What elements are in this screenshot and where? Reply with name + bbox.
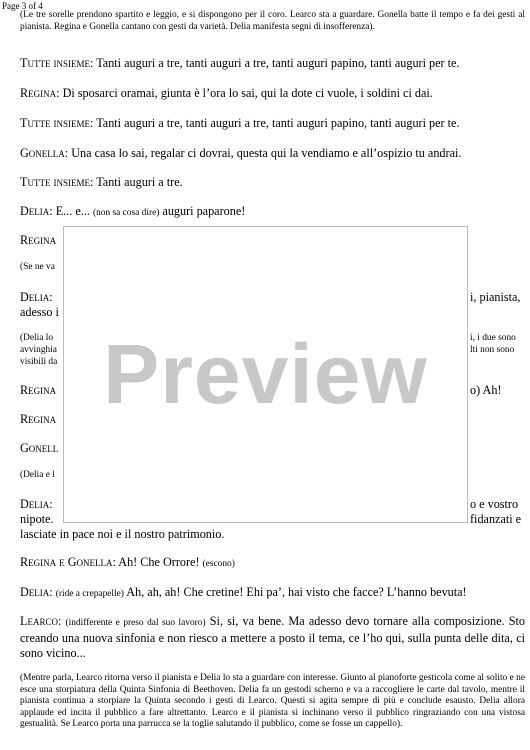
- speaker: Gonella:: [20, 146, 69, 160]
- dialogue-line: Tutte insieme: Tanti auguri a tre, tanti auguri a tre, tanti auguri papino, tanti auguri per te.: [20, 56, 460, 70]
- text-fragment: adesso i: [20, 305, 59, 319]
- speaker-fragment: Delia:: [20, 290, 53, 304]
- dialogue-line: Regina: Di sposarci oramai, giunta è l’ora lo sai, qui la dote ci vuole, i soldini ci dai.: [20, 86, 433, 100]
- stage-fragment: (Delia e l: [20, 470, 55, 480]
- speaker: Regina e Gonella:: [20, 555, 116, 569]
- speaker-fragment: Regina: [20, 383, 57, 397]
- text-fragment: i, pianista,: [470, 290, 521, 304]
- stage-fragment: i, i due sono: [470, 333, 516, 343]
- stage-fragment: visibili da: [20, 357, 58, 367]
- speaker: Delia:: [20, 585, 53, 599]
- dialogue-line: Gonella: Una casa lo sai, regalar ci dovrai, questa qui la vendiamo e all’ospizio tu andrai.: [20, 146, 462, 160]
- stage-fragment: lti non sono: [470, 345, 515, 355]
- speaker: Learco:: [20, 614, 62, 628]
- speaker: Tutte insieme:: [20, 116, 94, 130]
- dialogue-line: Tutte insieme: Tanti auguri a tre, tanti auguri a tre, tanti auguri papino, tanti auguri per te.: [20, 116, 460, 130]
- speaker-fragment: Regina: [20, 412, 57, 426]
- page-number: Page 3 of 4: [2, 1, 43, 11]
- speaker: Tutte insieme:: [20, 56, 94, 70]
- speaker: Tutte insieme:: [20, 175, 94, 189]
- text-fragment: lasciate in pace noi e il nostro patrimonio.: [20, 527, 225, 541]
- stage-fragment: (Se ne va: [20, 262, 55, 272]
- stage-direction-final: (Mentre parla, Learco ritorna verso il pianista e Delia lo sta a guardare con interesse. Giunto al pianoforte gesticola come al solito e ne esce una storpiatura della Quinta Sinfonia di Beethoven. Delia fa un gestodi scherno e va a raccogliere le carte dal tavolo, mentre il pianista continua a storpiare la Quinta secondo i gesti di Learco. Questi si agita sempre di più e conclude esausto. Delia allora applaude ed incita il pubblico a fare altrettanto. Learco e il pianista si inchinano verso il pubblico ringraziando con una vistosa gestualità. Se Learco porta una parrucca se la toglie salutando il pubblico, come se fosse un cappello).: [20, 673, 525, 729]
- text-fragment: o e vostro: [470, 497, 519, 511]
- preview-watermark: [63, 226, 468, 523]
- stage-note: (ride a crepapelle): [55, 589, 124, 599]
- stage-fragment: (Delia lo: [20, 333, 54, 343]
- dialogue-line-delia: Delia: E... e... (non sa cosa dire) auguri paparone!: [20, 204, 246, 218]
- speaker: Regina:: [20, 86, 60, 100]
- dialogue-line-learco: Learco: (indifferente e preso dal suo lavoro) Si, si, va bene. Ma adesso devo tornare alla composizione. Sto creando una nuova sinfonia e non riesco a mettere a posto il tema, ce l’ho qui, sulla punta delle dita, ci sono vicino...: [20, 614, 526, 660]
- speaker-fragment: Regina: [20, 233, 57, 247]
- stage-direction-intro: (Le tre sorelle prendono spartito e leggio, e si dispongono per il coro. Learco sta a guardare. Gonella batte il tempo e fa dei gesti al pianista. Regina e Gonella cantano con gesti da varietà. Delia manifesta segni di insofferenza).: [20, 10, 525, 32]
- text-fragment: fidanzati e: [470, 512, 522, 526]
- text-fragment: o) Ah!: [470, 383, 502, 397]
- speaker: Delia:: [20, 204, 53, 218]
- dialogue-line-delia: Delia: (ride a crepapelle) Ah, ah, ah! Che cretine! Ehi pa’, hai visto che facce? L’hanno bevuta!: [20, 585, 467, 599]
- preview-label: Preview: [103, 327, 428, 421]
- stage-note: (indifferente e preso dal suo lavoro): [65, 618, 206, 628]
- dialogue-line-regina-gonella: Regina e Gonella: Ah! Che Orrore! (escono): [20, 555, 235, 569]
- stage-fragment: avvinghia: [20, 345, 57, 355]
- dialogue-line: Tutte insieme: Tanti auguri a tre.: [20, 175, 183, 189]
- text-fragment: nipote.: [20, 512, 54, 526]
- speaker-fragment: Delia:: [20, 497, 53, 511]
- stage-note: (non sa cosa dire): [92, 208, 160, 218]
- stage-note: (escono): [202, 559, 235, 569]
- speaker-fragment: Gonell: [20, 441, 59, 455]
